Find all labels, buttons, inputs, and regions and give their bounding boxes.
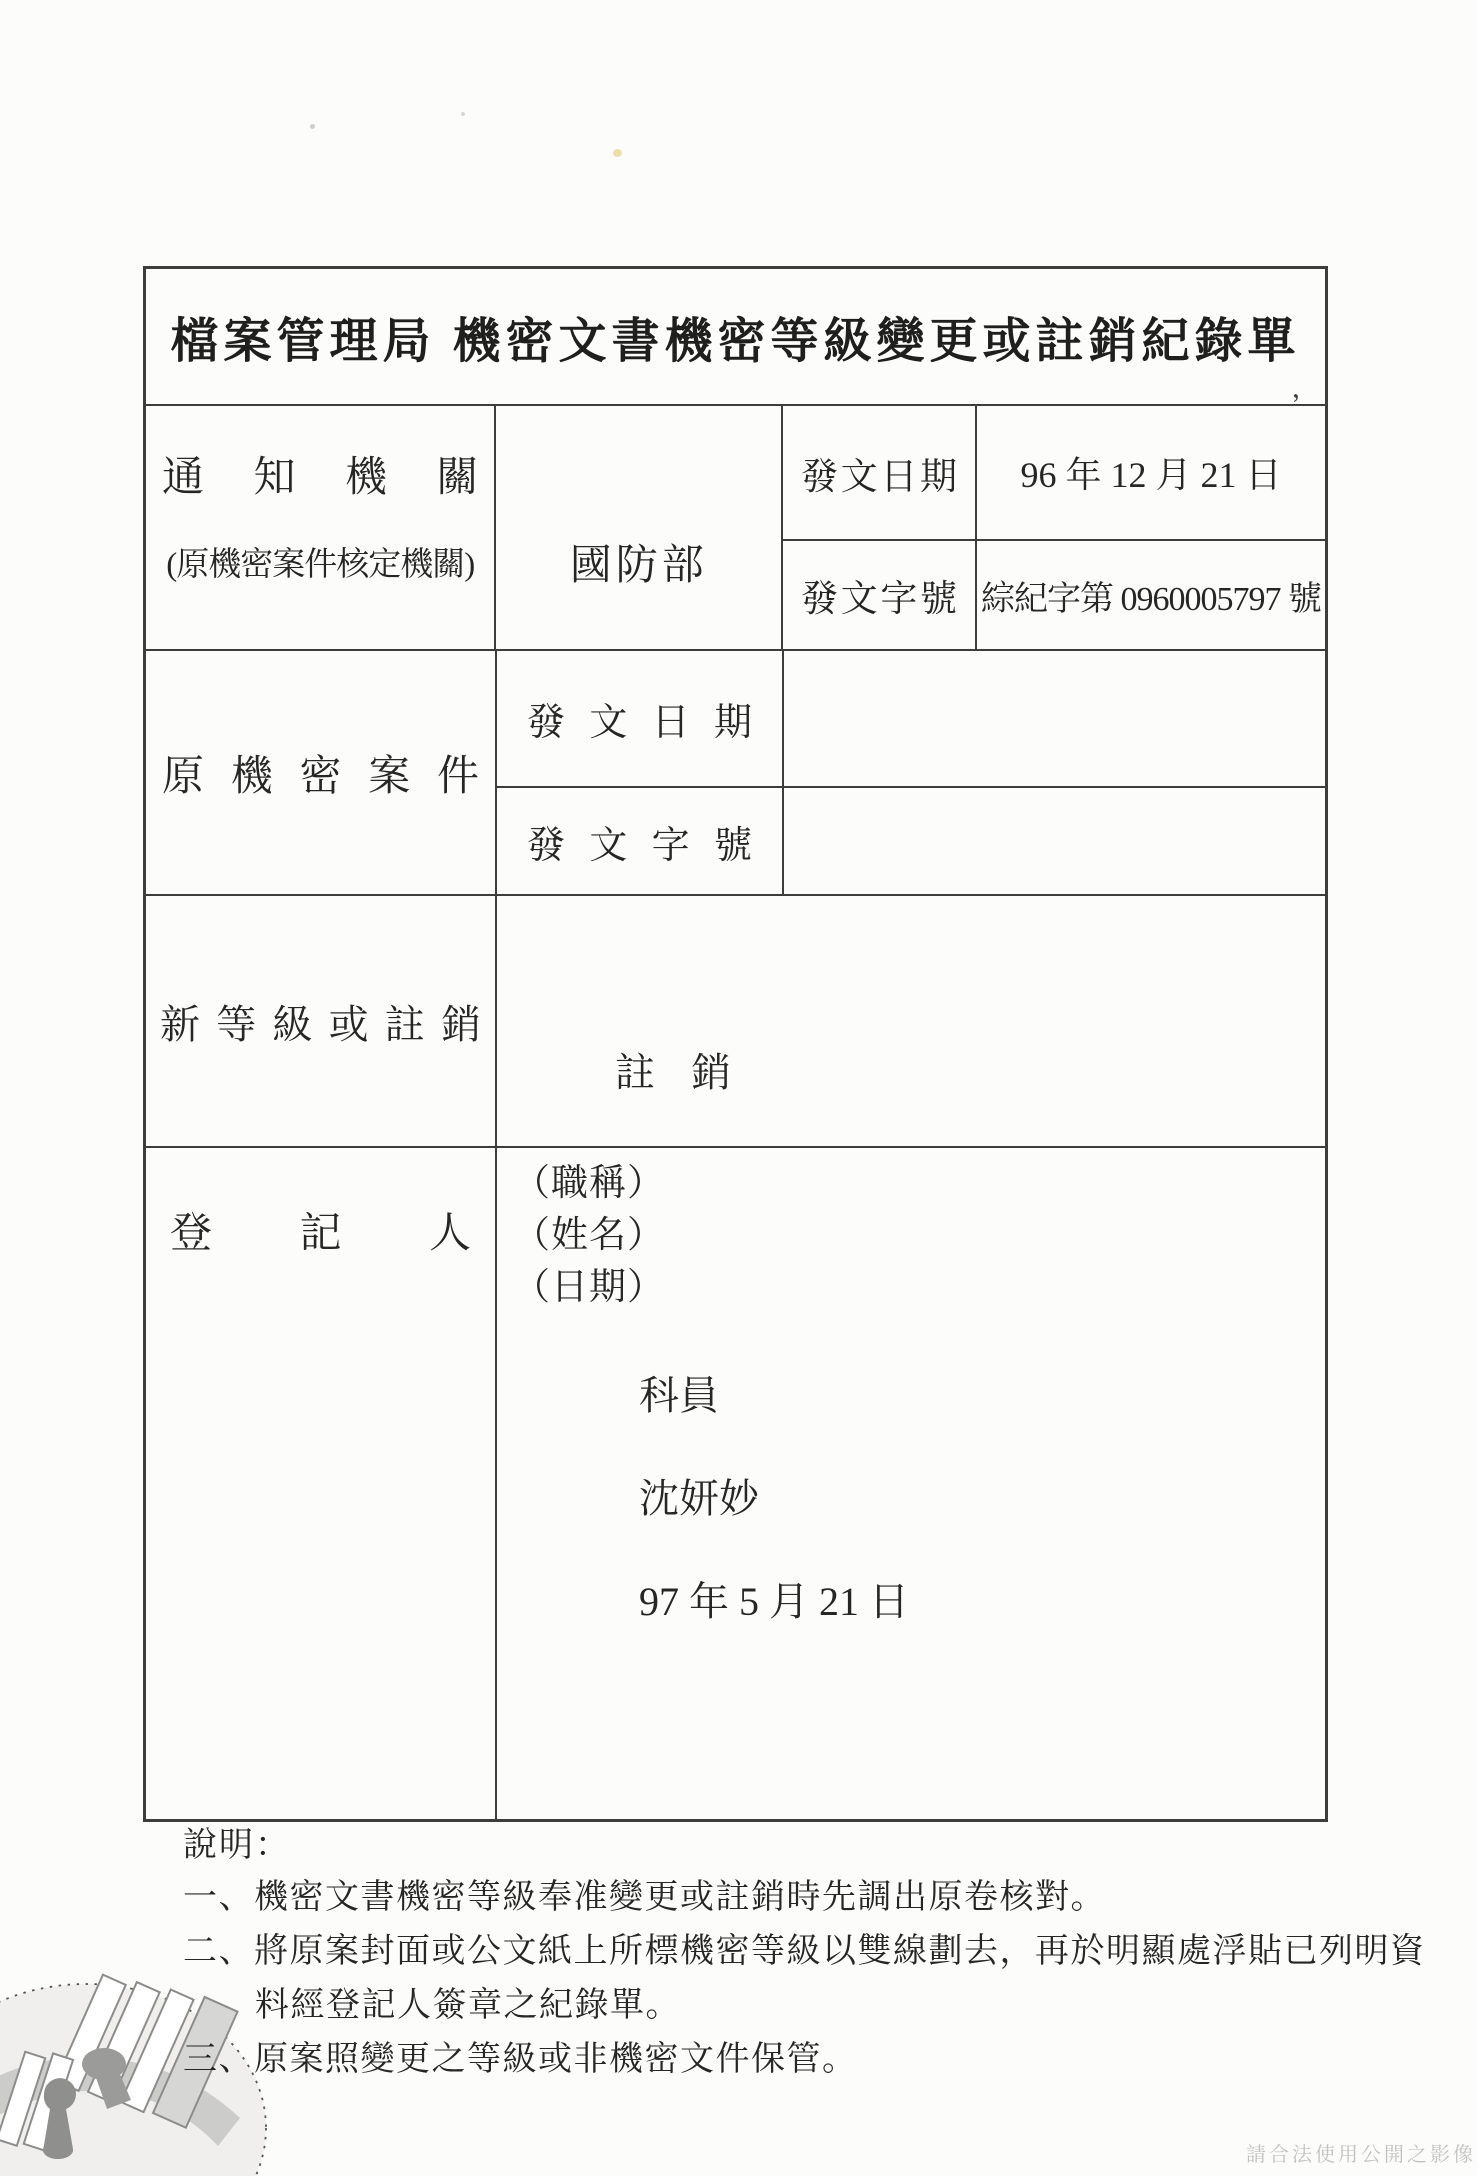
form-title: 檔案管理局 機密文書機密等級變更或註銷紀錄單: [170, 315, 1301, 368]
note-line: 料經登記人簽章之紀錄單。: [255, 1987, 681, 2024]
cell-new-level-label: [146, 896, 497, 1146]
original-issue-number-label: 發 文 字 號: [527, 824, 752, 867]
notify-agency-value: 國防部: [569, 543, 708, 589]
scan-speck: [613, 149, 622, 157]
row-registrar: [146, 1146, 1325, 1819]
cell-issue-number-label: [783, 541, 977, 649]
cell-issue-date-label: [783, 406, 977, 539]
new-level-value: 註 銷: [615, 1050, 731, 1095]
cell-issue-date-value: [977, 406, 1325, 539]
cell-notify-agency-label: [146, 406, 496, 649]
row-new-level: [146, 894, 1325, 1146]
cell-original-issue-date-label: [497, 651, 784, 786]
original-issue-date-label: 發 文 日 期: [527, 702, 752, 744]
cell-original-case-group: [497, 651, 1325, 894]
issue-number-label: 發 文 字 號: [801, 579, 957, 620]
notes-section: [183, 1826, 1426, 2094]
subrow-original-issue-date: [497, 651, 1325, 788]
cell-original-issue-number-value: [784, 788, 1325, 894]
subrow-issue-date: [783, 406, 1325, 541]
issue-number-value: 綜紀字第 0960005797 號: [981, 580, 1321, 618]
original-case-label: 原 機 密 案 件: [162, 753, 479, 800]
subrow-original-issue-number: [497, 788, 1325, 894]
notes-heading: 說明：: [183, 1827, 291, 1864]
notify-agency-label: 通 知 機 關: [162, 455, 479, 501]
note-line: 三、原案照變更之等級或非機密文件保管。: [183, 2041, 858, 2078]
scan-speck: [310, 124, 315, 129]
registrar-field-label-name: （姓名）: [513, 1215, 665, 1256]
registrar-label: 登 記 人: [170, 1211, 471, 1257]
issue-date-label: 發 文 日 期: [801, 456, 957, 498]
registrar-name-value: 沈妍妙: [639, 1476, 759, 1521]
registrar-title-value: 科員: [639, 1373, 719, 1418]
cell-original-case-label: [146, 651, 497, 894]
row-original-case: [146, 649, 1325, 894]
subrow-issue-number: [783, 541, 1325, 649]
registrar-field-label-date: （日期）: [513, 1267, 665, 1308]
form-title-row: [146, 269, 1325, 406]
note-line: 一、機密文書機密等級奉准變更或註銷時先調出原卷核對。: [183, 1879, 1106, 1916]
cell-issue-number-value: [977, 541, 1325, 649]
registrar-field-label-title: （職稱）: [513, 1163, 665, 1204]
cell-original-issue-date-value: [784, 651, 1325, 786]
issue-date-value: 96 年 12 月 21 日: [1020, 455, 1282, 495]
cell-registrar-label: [146, 1148, 497, 1819]
registrar-date-value: 97 年 5 月 21 日: [639, 1579, 909, 1624]
scan-stray-mark: ’: [1289, 387, 1305, 422]
notify-agency-sublabel: (原機密案件核定機關): [166, 547, 475, 583]
scan-speck: [461, 112, 465, 116]
cell-notify-issue-group: [783, 406, 1325, 649]
cell-new-level-value: [497, 896, 1325, 1146]
form-table: [143, 266, 1328, 1822]
row-notify-agency: [146, 406, 1325, 649]
usage-watermark-text: 請合法使用公開之影像: [1246, 2144, 1476, 2166]
note-line: 二、將原案封面或公文紙上所標機密等級以雙線劃去，再於明顯處浮貼已列明資: [183, 1933, 1426, 1970]
cell-registrar-content: [497, 1148, 1325, 1819]
registrar-entries: [513, 1344, 1325, 1653]
cell-notify-agency-value: [496, 406, 783, 649]
new-level-label: 新 等 級 或 註 銷: [160, 1001, 481, 1047]
cell-original-issue-number-label: [497, 788, 784, 894]
